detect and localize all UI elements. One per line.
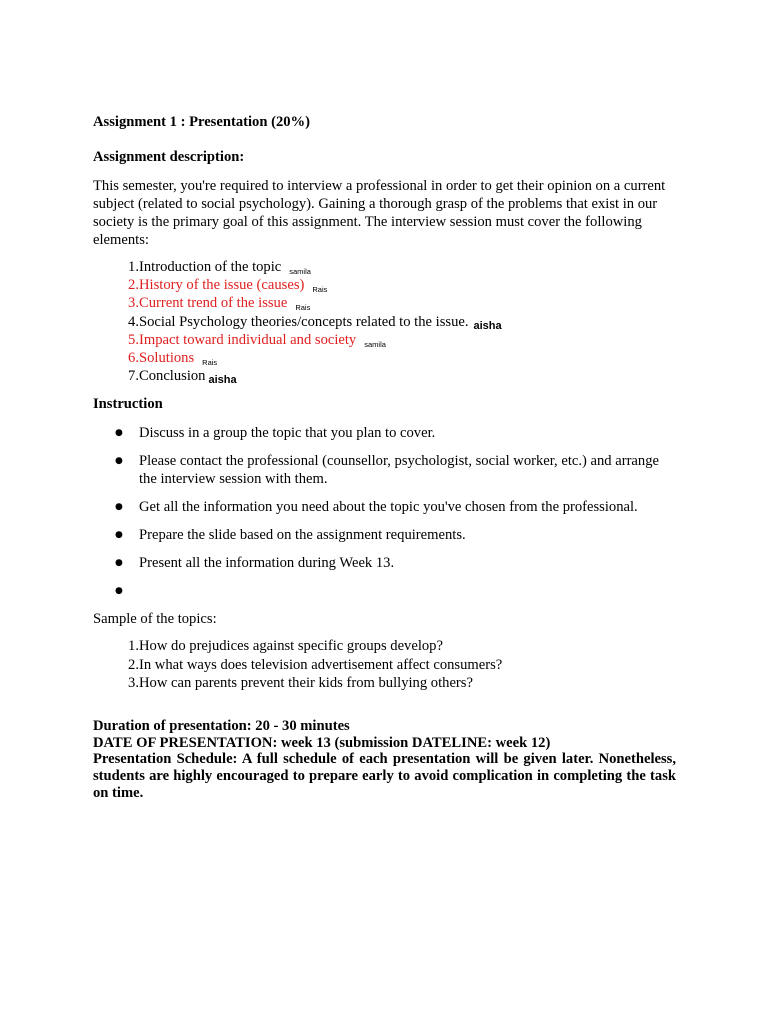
list-text: Social Psychology theories/concepts related to the issue. bbox=[139, 313, 469, 330]
elements-list bbox=[93, 258, 676, 385]
instruction-heading: Instruction bbox=[93, 396, 163, 413]
list-text: In what ways does television advertisement affect consumers? bbox=[139, 656, 503, 673]
bullet-icon: ● bbox=[115, 530, 123, 541]
list-text: How can parents prevent their kids from bullying others? bbox=[139, 674, 473, 691]
list-item bbox=[93, 367, 676, 385]
list-number: 3. bbox=[128, 674, 139, 691]
annotation-name: Rais bbox=[295, 303, 311, 313]
duration-text: Duration of presentation: 20 - 30 minutes bbox=[93, 717, 350, 734]
annotation-name: Rais bbox=[202, 357, 218, 367]
list-item bbox=[93, 554, 676, 572]
annotation-name: samila bbox=[289, 267, 311, 276]
schedule-paragraph bbox=[93, 751, 676, 801]
presentation-date: DATE OF PRESENTATION: week 13 (submission DATELINE: week 12) bbox=[93, 734, 551, 751]
list-number: 2. bbox=[128, 656, 139, 673]
assignment-title: Assignment 1 : Presentation (20%) bbox=[93, 114, 310, 130]
list-text: Present all the information during Week 13. bbox=[139, 555, 395, 572]
bullet-icon: ● bbox=[115, 502, 123, 513]
list-item bbox=[93, 656, 676, 674]
list-item bbox=[93, 258, 676, 276]
list-item bbox=[93, 424, 676, 442]
list-number: 1. bbox=[128, 638, 139, 655]
list-number: 3. bbox=[128, 295, 139, 312]
list-item bbox=[93, 498, 676, 516]
bullet-icon: ● bbox=[115, 456, 123, 467]
sample-topics-list bbox=[93, 637, 676, 692]
list-item bbox=[93, 331, 676, 349]
list-number: 4. bbox=[128, 313, 139, 330]
list-text: Please contact the professional (counsellor, psychologist, social worker, etc.) and arrange the interview session with them. bbox=[139, 453, 659, 488]
list-text: Prepare the slide based on the assignment requirements. bbox=[139, 527, 466, 544]
list-item bbox=[93, 313, 676, 331]
list-text: Discuss in a group the topic that you plan to cover. bbox=[139, 425, 436, 442]
bullet-icon: ● bbox=[115, 558, 123, 569]
description-paragraph: This semester, you're required to interview a professional in order to get their opinion on a current subject (related to social psychology). Gaining a thorough grasp of the problems that exist in our society is the primary goal of this assignment. The interview session must cover the following elements: bbox=[93, 178, 666, 248]
list-text: Solutions bbox=[139, 349, 195, 366]
list-item bbox=[93, 452, 676, 488]
list-text: Impact toward individual and society bbox=[139, 331, 357, 348]
schedule-text: : A full schedule of each presentation will be given later. Nonetheless, students are highly encouraged to prepare early to avoid complication in completing the task on time. bbox=[93, 751, 676, 802]
annotation-name: samila bbox=[364, 339, 386, 349]
list-item bbox=[93, 294, 676, 312]
schedule-label: Presentation Schedule bbox=[93, 751, 233, 768]
document-page bbox=[93, 113, 676, 802]
list-text: Current trend of the issue bbox=[139, 295, 288, 312]
instruction-list bbox=[93, 424, 676, 600]
list-item bbox=[93, 674, 676, 692]
list-item bbox=[93, 526, 676, 544]
list-number: 6. bbox=[128, 349, 139, 366]
annotation-name: Rais bbox=[312, 285, 328, 295]
list-text: How do prejudices against specific groups develop? bbox=[139, 638, 443, 655]
list-item bbox=[93, 276, 676, 294]
bullet-icon: ● bbox=[115, 586, 123, 597]
list-item bbox=[93, 582, 676, 600]
sample-topics-heading: Sample of the topics: bbox=[93, 611, 217, 628]
list-number: 7. bbox=[128, 368, 139, 385]
list-text: Introduction of the topic bbox=[139, 259, 282, 275]
list-text: Conclusion bbox=[139, 368, 206, 385]
annotation-name: aisha bbox=[473, 319, 502, 332]
list-number: 1. bbox=[128, 259, 139, 275]
list-text: Get all the information you need about the topic you've chosen from the professional. bbox=[139, 499, 638, 516]
description-heading: Assignment description: bbox=[93, 149, 245, 165]
list-number: 2. bbox=[128, 277, 139, 294]
list-number: 5. bbox=[128, 331, 139, 348]
annotation-name: aisha bbox=[208, 374, 237, 387]
list-item bbox=[93, 637, 676, 655]
list-text: History of the issue (causes) bbox=[139, 277, 305, 294]
bullet-icon: ● bbox=[115, 428, 123, 439]
